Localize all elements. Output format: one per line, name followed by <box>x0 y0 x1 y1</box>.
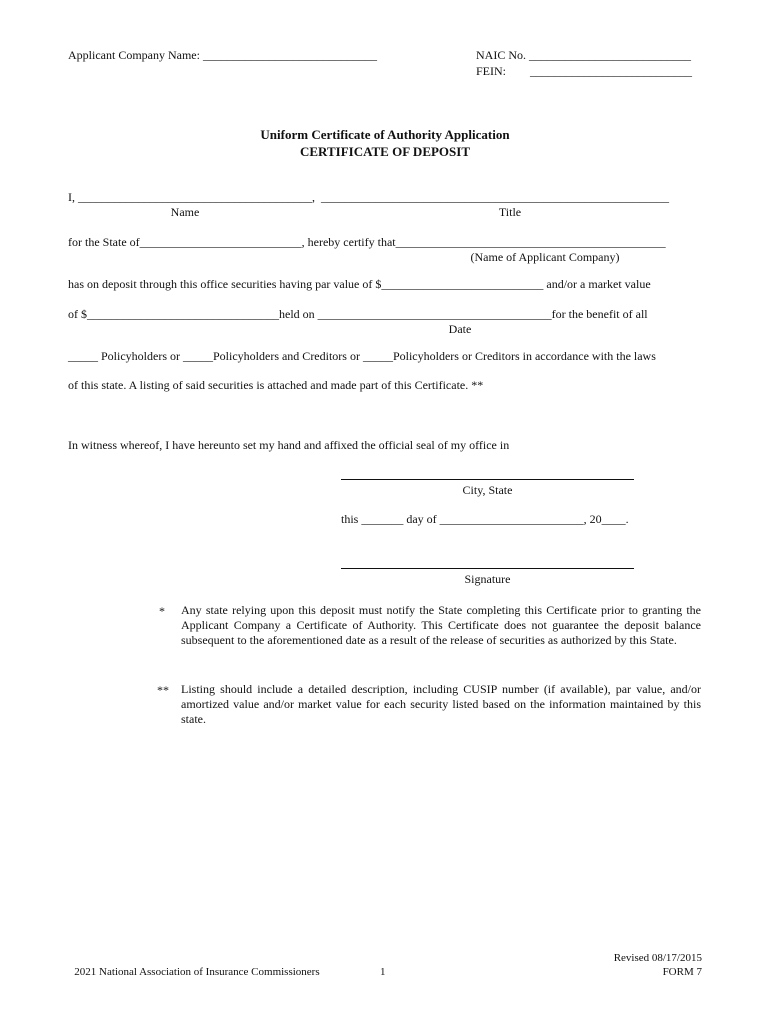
witness-statement: In witness whereof, I have hereunto set my hand and affixed the official seal of my office in <box>68 438 510 452</box>
city-state-caption: City, State <box>462 483 513 497</box>
form-subtitle: CERTIFICATE OF DEPOSIT <box>299 144 470 159</box>
copyright-notice:   2021 National Association of Insurance Commissioners <box>63 966 320 978</box>
form-title: Uniform Certificate of Authority Application <box>260 127 510 142</box>
signature-line <box>341 568 634 569</box>
page-number: 1 <box>380 966 386 978</box>
state-certify-line: for the State of___________________________, hereby certify that_____________________________________________ <box>68 235 666 249</box>
certifier-name-title-line: I, _______________________________________, __________________________________________________________ <box>68 190 669 204</box>
revised-date: Revised 08/17/2015 <box>613 952 702 964</box>
fein-blank: ___________________________ <box>530 64 692 78</box>
footnote-2-text: Listing should include a detailed description, including CUSIP number (if available), par value, and/or amortized value and/or market value for each security listed based on the information maintained by this state. <box>181 682 701 726</box>
date-caption: Date <box>448 322 472 336</box>
city-state-signature-line <box>341 479 634 480</box>
name-caption: Name <box>170 205 200 219</box>
naic-number-label: NAIC No. ___________________________ <box>476 48 691 62</box>
signature-caption: Signature <box>464 572 511 586</box>
listing-statement: of this state. A listing of said securities is attached and made part of this Certificate. ** <box>68 378 484 392</box>
form-number: FORM 7 <box>662 966 702 978</box>
day-date-line: this _______ day of ________________________, 20____. <box>341 512 629 526</box>
footnote-1-text: Any state relying upon this deposit must notify the State completing this Certificate prior to granting the Applicant Company a Certificate of Authority. This Certificate does not guarantee the deposit balance subsequent to the aforementioned date as a result of the release of securities as authorized by this State. <box>181 603 701 647</box>
fein-label: FEIN: <box>476 64 506 78</box>
footnote-2-marker: ** <box>157 683 169 697</box>
footnote-1-marker: * <box>159 604 165 618</box>
policyholders-line: _____ Policyholders or _____Policyholders and Creditors or _____Policyholders or Creditors in accordance with the laws <box>68 349 656 363</box>
market-value-held-line: of $________________________________held on _______________________________________for the benefit of all <box>68 307 648 321</box>
par-value-line: has on deposit through this office securities having par value of $___________________________ and/or a market value <box>68 277 651 291</box>
applicant-company-caption: (Name of Applicant Company) <box>470 250 620 264</box>
applicant-company-name-label: Applicant Company Name: _____________________________ <box>68 48 377 62</box>
title-caption: Title <box>498 205 522 219</box>
